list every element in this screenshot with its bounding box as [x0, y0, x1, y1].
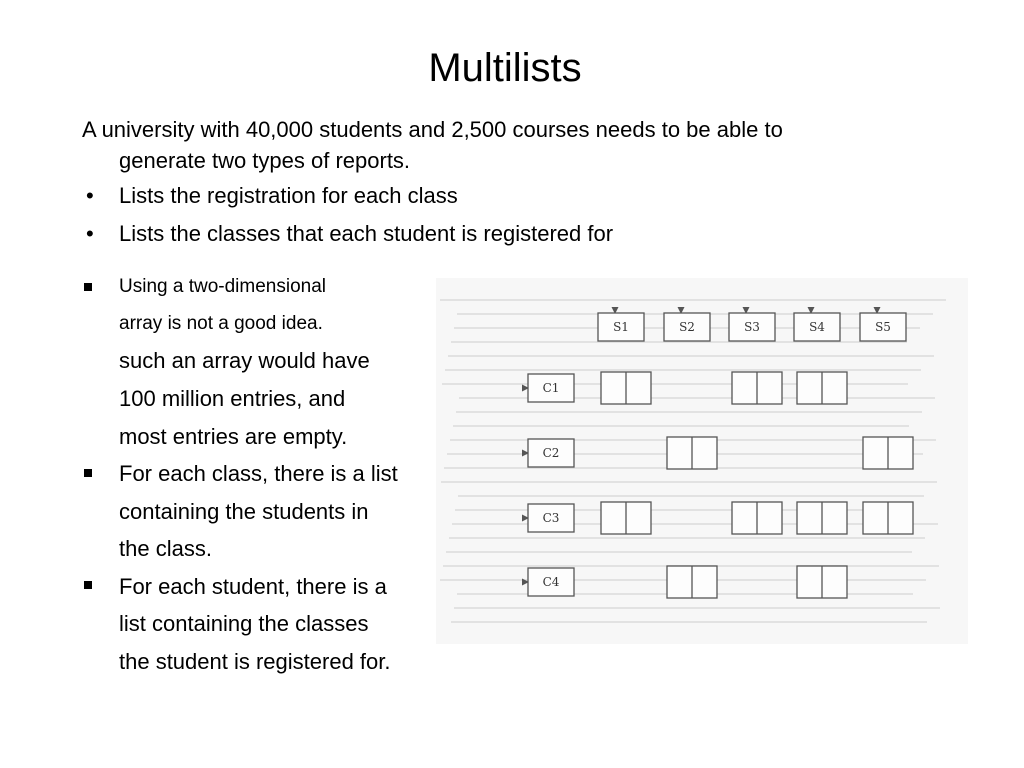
- registration-node-c3-s1: [601, 502, 651, 534]
- student-header-label: S2: [679, 320, 695, 334]
- registration-node-c2-s2: [667, 437, 717, 469]
- square-bullet-icon: [84, 283, 92, 291]
- class-header-label: C1: [542, 381, 560, 395]
- multilist-diagram: [436, 278, 968, 644]
- student-header-s1: [598, 313, 644, 341]
- class-header-c2: [528, 439, 574, 467]
- registration-node-c4-s2: [667, 566, 717, 598]
- multilist-diagram-svg: [436, 278, 968, 644]
- square-bullet-line: For each student, there is a: [119, 574, 387, 599]
- class-header-c1: [528, 374, 574, 402]
- student-header-label: S1: [613, 320, 629, 334]
- registration-node-c2-s5: [863, 437, 913, 469]
- square-bullet-line: array is not a good idea.: [119, 313, 323, 334]
- bullet-dot-icon: •: [86, 221, 94, 246]
- registration-node-c1-s1: [601, 372, 651, 404]
- student-header-s2: [664, 313, 710, 341]
- class-header-label: C2: [542, 446, 560, 460]
- bullet-text: Lists the registration for each class: [119, 183, 458, 208]
- square-bullet-icon: [84, 469, 92, 477]
- student-header-label: S3: [744, 320, 760, 334]
- student-header-label: S4: [809, 320, 825, 334]
- class-header-label: C4: [542, 575, 560, 589]
- square-bullet-line: For each class, there is a list: [119, 461, 398, 486]
- class-header-label: C3: [542, 511, 560, 525]
- square-bullet-line: Using a two-dimensional: [119, 276, 326, 297]
- registration-node-c1-s4: [797, 372, 847, 404]
- bullet-text: Lists the classes that each student is registered for: [119, 221, 614, 246]
- square-bullet-line: 100 million entries, and: [119, 386, 346, 411]
- registration-node-c4-s4: [797, 566, 847, 598]
- diagram-nodes: [601, 372, 913, 598]
- square-bullet-icon: [84, 581, 92, 589]
- intro-line-1: A university with 40,000 students and 2,500 courses needs to be able to: [82, 117, 783, 142]
- student-header-s5: [860, 313, 906, 341]
- registration-node-c3-s4: [797, 502, 847, 534]
- student-header-s3: [729, 313, 775, 341]
- square-bullet-line: containing the students in: [119, 499, 369, 524]
- square-bullet-line: such an array would have: [119, 348, 370, 373]
- registration-node-c3-s5: [863, 502, 913, 534]
- square-bullet-line: list containing the classes: [119, 611, 369, 636]
- class-header-c3: [528, 504, 574, 532]
- square-bullet-line: most entries are empty.: [119, 424, 348, 449]
- intro-line-2: generate two types of reports.: [119, 148, 411, 173]
- intro-paragraph: [82, 114, 962, 176]
- registration-node-c1-s3: [732, 372, 782, 404]
- bullet-dot-icon: •: [86, 183, 94, 208]
- slide-title: Multilists: [428, 46, 582, 90]
- student-header-label: S5: [875, 320, 891, 334]
- registration-node-c3-s3: [732, 502, 782, 534]
- class-header-c4: [528, 568, 574, 596]
- square-bullet-line: the class.: [119, 536, 212, 561]
- square-bullet-line: the student is registered for.: [119, 649, 391, 674]
- student-header-s4: [794, 313, 840, 341]
